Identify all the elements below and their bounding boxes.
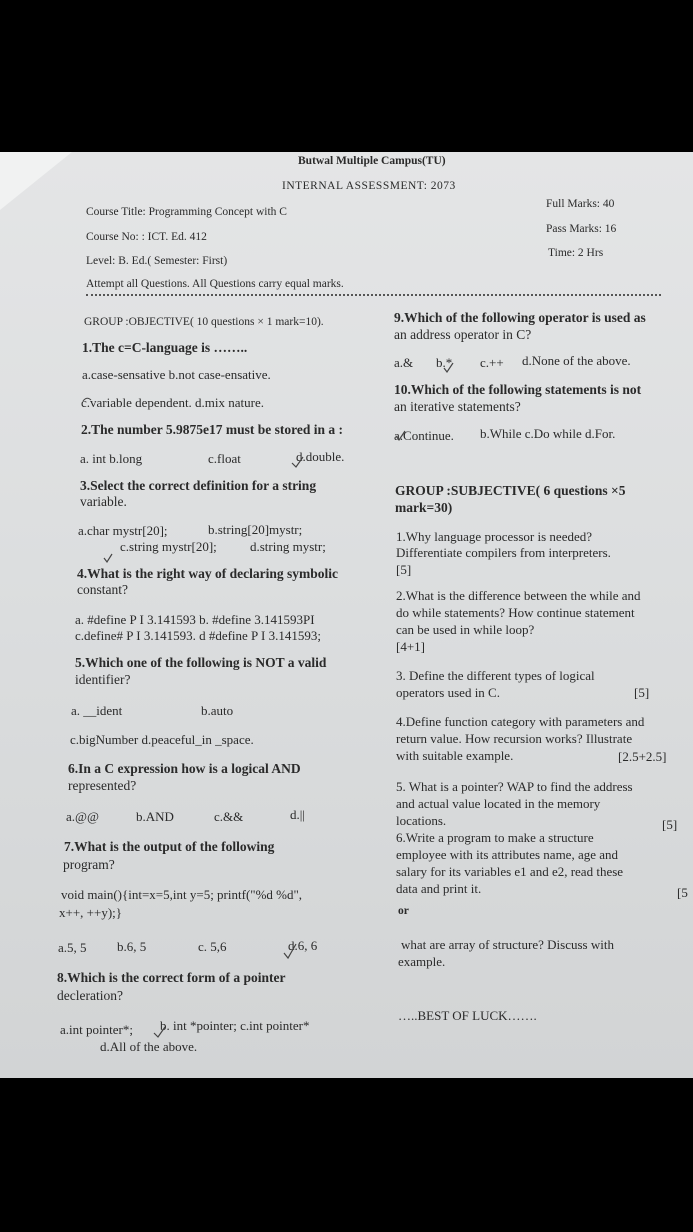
q8-option-a: a.int pointer*; xyxy=(60,1022,133,1037)
s2-line1: 2.What is the difference between the while and xyxy=(396,588,641,603)
q5-options-2: c.bigNumber d.peaceful_in _space. xyxy=(70,732,254,747)
tick-mark xyxy=(154,1027,165,1037)
s2-line3: can be used in while loop? xyxy=(396,622,535,637)
tick-mark xyxy=(284,944,296,958)
s6-line4: data and print it. xyxy=(396,881,482,896)
q4-line1: 4.What is the right way of declaring symbolic xyxy=(77,566,338,581)
s3-line1: 3. Define the different types of logical xyxy=(396,668,595,683)
q3-option-b: b.string[20]mystr; xyxy=(208,522,303,537)
s2-marks: [4+1] xyxy=(396,639,425,654)
s5-line1: 5. What is a pointer? WAP to find the address xyxy=(396,779,633,794)
q6-option-b: b.AND xyxy=(136,809,174,824)
q2-option-d: d.double. xyxy=(296,449,345,464)
s3-marks: [5] xyxy=(634,685,650,700)
q1-options-1: a.case-sensative b.not case-ensative. xyxy=(82,367,271,382)
q7-option-c: c. 5,6 xyxy=(198,939,227,954)
pass-marks: Pass Marks: 16 xyxy=(546,223,617,235)
q8-options-bc: b. int *pointer; c.int pointer* xyxy=(160,1018,310,1033)
s6-alt-line2: example. xyxy=(398,954,446,969)
q2-text: 2.The number 5.9875e17 must be stored in a : xyxy=(81,422,344,437)
q5-line1: 5.Which one of the following is NOT a valid xyxy=(75,655,327,670)
time: Time: 2 Hrs xyxy=(548,247,604,259)
s4-line3: with suitable example. xyxy=(396,748,514,763)
s5-line2: and actual value located in the memory xyxy=(396,796,601,811)
q10-option-a: a.Continue. xyxy=(394,428,454,443)
objective-group-title: GROUP :OBJECTIVE( 10 questions × 1 mark=10). xyxy=(84,316,324,328)
s4-line2: return value. How recursion works? Illustrate xyxy=(396,731,633,746)
q6-option-c: c.&& xyxy=(214,809,244,824)
s6-marks: [5 xyxy=(677,885,688,900)
q6-option-a: a.@@ xyxy=(66,809,99,824)
s6-line3: salary for its variables e1 and e2, read these xyxy=(396,864,624,879)
q3-option-a: a.char mystr[20]; xyxy=(78,523,168,538)
tick-mark xyxy=(396,431,405,440)
s6-alt-line1: what are array of structure? Discuss with xyxy=(401,937,614,952)
q9-option-b: b.* xyxy=(436,355,453,370)
q7-option-d: d.6, 6 xyxy=(288,938,318,953)
s4-line1: 4.Define function category with parameters and xyxy=(396,714,645,729)
q9-option-d: d.None of the above. xyxy=(522,353,631,368)
q4-options-2: c.define# P I 3.141593. d #define P I 3.141593; xyxy=(75,628,321,643)
q7-line2: program? xyxy=(63,857,115,872)
college-name: Butwal Multiple Campus(TU) xyxy=(298,155,446,167)
tick-mark xyxy=(104,554,112,562)
q4-line2: constant? xyxy=(77,582,128,597)
s4-marks: [2.5+2.5] xyxy=(618,749,667,764)
q9-option-c: c.++ xyxy=(480,355,504,370)
s2-line2: do while statements? How continue statement xyxy=(396,605,635,620)
course-title: Course Title: Programming Concept with C xyxy=(86,206,287,218)
instruction: Attempt all Questions. All Questions carry equal marks. xyxy=(86,278,344,290)
q9-line1: 9.Which of the following operator is used as xyxy=(394,310,646,325)
q9-line2: an address operator in C? xyxy=(394,327,532,342)
q8-line2: decleration? xyxy=(57,988,123,1003)
exam-paper xyxy=(0,152,693,1078)
q7-line1: 7.What is the output of the following xyxy=(64,839,275,854)
pen-marks xyxy=(0,152,693,1078)
pen-mark xyxy=(83,398,91,401)
tick-mark xyxy=(292,457,303,467)
s1-marks: [5] xyxy=(396,562,412,577)
closing-text: …..BEST OF LUCK……. xyxy=(398,1008,537,1023)
q7-option-a: a.5, 5 xyxy=(58,940,87,955)
q10-line1: 10.Which of the following statements is not xyxy=(394,382,642,397)
q3-option-d: d.string mystr; xyxy=(250,539,326,554)
s5-marks: [5] xyxy=(662,817,678,832)
q1-line: 1.The c=C-language is …….. xyxy=(82,340,248,355)
course-no: Course No: : ICT. Ed. 412 xyxy=(86,231,207,243)
q6-line2: represented? xyxy=(68,778,137,793)
q5-option-b: b.auto xyxy=(201,703,234,718)
q5-option-a: a. __ident xyxy=(71,703,123,718)
q10-options-rest: b.While c.Do while d.For. xyxy=(480,426,616,441)
q3-option-c: c.string mystr[20]; xyxy=(120,539,217,554)
s6-line1: 6.Write a program to make a structure xyxy=(396,830,594,845)
s6-line2: employee with its attributes name, age and xyxy=(396,847,619,862)
s5-line3: locations. xyxy=(396,813,447,828)
exam-title: INTERNAL ASSESSMENT: 2073 xyxy=(282,180,456,192)
q9-option-a: a.& xyxy=(394,355,414,370)
q4-options-1: a. #define P I 3.141593 b. #define 3.141593PI xyxy=(75,612,315,627)
q7-option-b: b.6, 5 xyxy=(117,939,147,954)
q7-code-1: void main(){int=x=5,int y=5; printf("%d %d", xyxy=(61,887,303,902)
q3-line2: variable. xyxy=(80,494,127,509)
s6-or: or xyxy=(398,905,409,917)
q7-code-2: x++, ++y);} xyxy=(59,905,123,920)
q6-line1: 6.In a C expression how is a logical AND xyxy=(68,761,301,776)
q2-option-c: c.float xyxy=(208,451,241,466)
q2-option-ab: a. int b.long xyxy=(80,451,143,466)
q6-option-d: d.|| xyxy=(290,807,305,822)
subjective-group-title: GROUP :SUBJECTIVE( 6 questions ×5 xyxy=(395,483,626,498)
q3-line1: 3.Select the correct definition for a string xyxy=(80,478,317,493)
q10-line2: an iterative statements? xyxy=(394,399,521,414)
q8-option-d: d.All of the above. xyxy=(100,1039,198,1054)
subjective-group-title-2: mark=30) xyxy=(395,500,453,515)
s1-line1: 1.Why language processor is needed? xyxy=(396,529,593,544)
s1-line2: Differentiate compilers from interpreters. xyxy=(396,545,611,560)
full-marks: Full Marks: 40 xyxy=(546,198,615,210)
q5-line2: identifier? xyxy=(75,672,131,687)
level: Level: B. Ed.( Semester: First) xyxy=(86,255,228,267)
q8-line1: 8.Which is the correct form of a pointer xyxy=(57,970,286,985)
s3-line2: operators used in C. xyxy=(396,685,500,700)
q1-options-2: c.variable dependent. d.mix nature. xyxy=(81,395,265,410)
tick-mark xyxy=(444,363,453,372)
